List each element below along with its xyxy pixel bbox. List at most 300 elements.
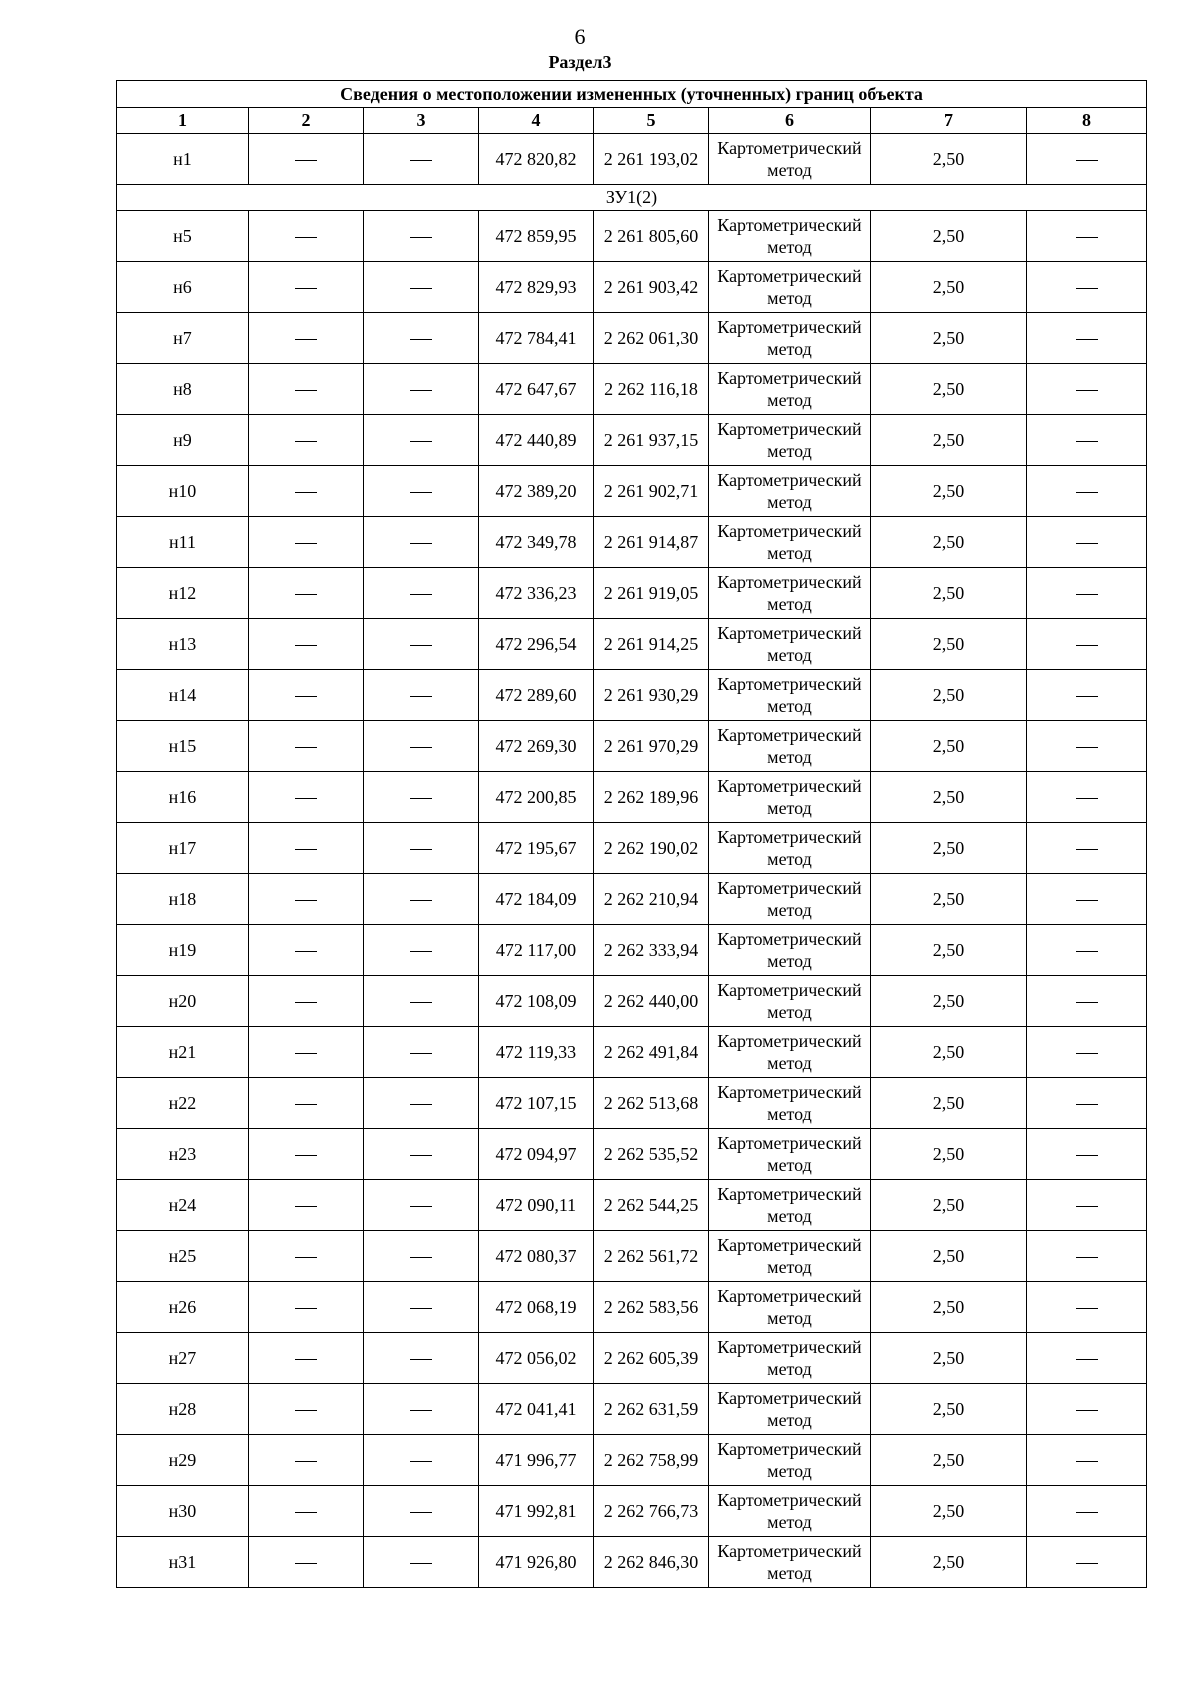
dash-mark [410,645,432,646]
method-cell: Картометрический метод [709,415,871,466]
group-label: ЗУ1(2) [117,185,1147,211]
y-coordinate-cell: 2 262 535,52 [594,1129,709,1180]
column-8-cell [1027,1180,1147,1231]
section-title: Раздел3 [548,52,612,72]
column-header: 8 [1027,108,1147,134]
dash-mark [295,1359,317,1360]
accuracy-cell: 2,50 [871,619,1027,670]
accuracy-cell: 2,50 [871,1078,1027,1129]
column-8-cell [1027,1333,1147,1384]
dash-mark [1076,849,1098,850]
column-3-cell [364,925,479,976]
dash-mark [1076,237,1098,238]
dash-mark [1076,1104,1098,1105]
dash-mark [295,339,317,340]
column-header: 1 [117,108,249,134]
y-coordinate-cell: 2 262 189,96 [594,772,709,823]
y-coordinate-cell: 2 262 631,59 [594,1384,709,1435]
table-row [117,721,1147,772]
y-coordinate-cell: 2 262 544,25 [594,1180,709,1231]
dash-mark [410,492,432,493]
column-8-cell [1027,1537,1147,1588]
dash-mark [295,441,317,442]
column-2-cell [249,313,364,364]
table-body [117,134,1147,1588]
point-id-cell: н1 [117,134,249,185]
dash-mark [295,237,317,238]
accuracy-cell: 2,50 [871,1333,1027,1384]
column-3-cell [364,313,479,364]
dash-mark [295,849,317,850]
column-3-cell [364,1282,479,1333]
y-coordinate-cell: 2 261 914,25 [594,619,709,670]
column-8-cell [1027,976,1147,1027]
method-cell: Картометрический метод [709,619,871,670]
table-row [117,262,1147,313]
column-8-cell [1027,466,1147,517]
dash-mark [295,1257,317,1258]
dash-mark [410,1461,432,1462]
table-row [117,925,1147,976]
dash-mark [1076,1053,1098,1054]
column-2-cell [249,1027,364,1078]
method-cell: Картометрический метод [709,925,871,976]
column-8-cell [1027,134,1147,185]
column-2-cell [249,874,364,925]
dash-mark [410,747,432,748]
y-coordinate-cell: 2 261 970,29 [594,721,709,772]
table-row [117,619,1147,670]
method-cell: Картометрический метод [709,976,871,1027]
table-row [117,415,1147,466]
x-coordinate-cell: 471 996,77 [479,1435,594,1486]
x-coordinate-cell: 472 094,97 [479,1129,594,1180]
dash-mark [295,900,317,901]
column-8-cell [1027,1384,1147,1435]
point-id-cell: н16 [117,772,249,823]
dash-mark [295,1053,317,1054]
x-coordinate-cell: 472 336,23 [479,568,594,619]
dash-mark [1076,1410,1098,1411]
accuracy-cell: 2,50 [871,874,1027,925]
y-coordinate-cell: 2 262 846,30 [594,1537,709,1588]
y-coordinate-cell: 2 261 193,02 [594,134,709,185]
x-coordinate-cell: 472 859,95 [479,211,594,262]
table-caption: Сведения о местоположении измененных (уточненных) границ объекта [117,81,1147,108]
column-2-cell [249,823,364,874]
dash-mark [1076,798,1098,799]
dash-mark [295,160,317,161]
column-3-cell [364,1537,479,1588]
point-id-cell: н8 [117,364,249,415]
table-row [117,313,1147,364]
dash-mark [1076,1461,1098,1462]
x-coordinate-cell: 472 041,41 [479,1384,594,1435]
column-8-cell [1027,1078,1147,1129]
accuracy-cell: 2,50 [871,1537,1027,1588]
column-3-cell [364,1435,479,1486]
table-row [117,466,1147,517]
column-2-cell [249,1384,364,1435]
dash-mark [1076,696,1098,697]
column-3-cell [364,1231,479,1282]
dash-mark [410,1359,432,1360]
column-3-cell [364,772,479,823]
column-header: 4 [479,108,594,134]
point-id-cell: н7 [117,313,249,364]
column-header: 6 [709,108,871,134]
column-2-cell [249,670,364,721]
table-row [117,1129,1147,1180]
point-id-cell: н18 [117,874,249,925]
dash-mark [410,1206,432,1207]
dash-mark [1076,160,1098,161]
column-2-cell [249,134,364,185]
method-cell: Картометрический метод [709,1435,871,1486]
column-8-cell [1027,1231,1147,1282]
dash-mark [410,390,432,391]
table-row [117,568,1147,619]
column-2-cell [249,568,364,619]
accuracy-cell: 2,50 [871,1282,1027,1333]
table-row [117,670,1147,721]
column-3-cell [364,262,479,313]
method-cell: Картометрический метод [709,823,871,874]
column-8-cell [1027,364,1147,415]
dash-mark [1076,441,1098,442]
method-cell: Картометрический метод [709,1129,871,1180]
point-id-cell: н25 [117,1231,249,1282]
column-2-cell [249,1231,364,1282]
column-8-cell [1027,1129,1147,1180]
dash-mark [295,1002,317,1003]
point-id-cell: н5 [117,211,249,262]
dash-mark [1076,1359,1098,1360]
dash-mark [410,339,432,340]
column-3-cell [364,517,479,568]
point-id-cell: н29 [117,1435,249,1486]
dash-mark [410,1104,432,1105]
table-row [117,1078,1147,1129]
x-coordinate-cell: 472 195,67 [479,823,594,874]
x-coordinate-cell: 472 107,15 [479,1078,594,1129]
dash-mark [410,1002,432,1003]
point-id-cell: н13 [117,619,249,670]
accuracy-cell: 2,50 [871,1129,1027,1180]
dash-mark [295,1206,317,1207]
table-caption-row [117,81,1147,108]
x-coordinate-cell: 472 108,09 [479,976,594,1027]
column-2-cell [249,1435,364,1486]
column-3-cell [364,1027,479,1078]
table-row [117,1486,1147,1537]
accuracy-cell: 2,50 [871,364,1027,415]
dash-mark [410,1563,432,1564]
dash-mark [1076,339,1098,340]
method-cell: Картометрический метод [709,134,871,185]
point-id-cell: н30 [117,1486,249,1537]
y-coordinate-cell: 2 262 190,02 [594,823,709,874]
dash-mark [1076,900,1098,901]
dash-mark [295,645,317,646]
accuracy-cell: 2,50 [871,925,1027,976]
accuracy-cell: 2,50 [871,976,1027,1027]
column-8-cell [1027,517,1147,568]
column-2-cell [249,1129,364,1180]
y-coordinate-cell: 2 261 903,42 [594,262,709,313]
column-header: 3 [364,108,479,134]
y-coordinate-cell: 2 261 902,71 [594,466,709,517]
dash-mark [410,160,432,161]
table-row [117,1384,1147,1435]
accuracy-cell: 2,50 [871,313,1027,364]
dash-mark [1076,645,1098,646]
dash-mark [295,1308,317,1309]
point-id-cell: н23 [117,1129,249,1180]
dash-mark [295,288,317,289]
dash-mark [1076,288,1098,289]
y-coordinate-cell: 2 262 766,73 [594,1486,709,1537]
accuracy-cell: 2,50 [871,721,1027,772]
method-cell: Картометрический метод [709,1333,871,1384]
dash-mark [295,696,317,697]
column-header: 7 [871,108,1027,134]
column-2-cell [249,1078,364,1129]
method-cell: Картометрический метод [709,313,871,364]
dash-mark [1076,1002,1098,1003]
table-row [117,1333,1147,1384]
column-8-cell [1027,772,1147,823]
column-2-cell [249,1333,364,1384]
dash-mark [295,1410,317,1411]
column-3-cell [364,1180,479,1231]
accuracy-cell: 2,50 [871,134,1027,185]
column-8-cell [1027,670,1147,721]
accuracy-cell: 2,50 [871,262,1027,313]
dash-mark [1076,951,1098,952]
x-coordinate-cell: 472 119,33 [479,1027,594,1078]
x-coordinate-cell: 472 068,19 [479,1282,594,1333]
table-row [117,874,1147,925]
x-coordinate-cell: 472 117,00 [479,925,594,976]
table-row [117,1231,1147,1282]
column-8-cell [1027,1282,1147,1333]
method-cell: Картометрический метод [709,1384,871,1435]
column-3-cell [364,364,479,415]
dash-mark [295,390,317,391]
x-coordinate-cell: 472 056,02 [479,1333,594,1384]
point-id-cell: н31 [117,1537,249,1588]
table-row [117,1180,1147,1231]
point-id-cell: н24 [117,1180,249,1231]
dash-mark [1076,390,1098,391]
column-2-cell [249,415,364,466]
x-coordinate-cell: 472 200,85 [479,772,594,823]
column-8-cell [1027,1486,1147,1537]
column-2-cell [249,262,364,313]
column-3-cell [364,1129,479,1180]
x-coordinate-cell: 472 269,30 [479,721,594,772]
accuracy-cell: 2,50 [871,1180,1027,1231]
column-3-cell [364,1384,479,1435]
dash-mark [1076,1308,1098,1309]
point-id-cell: н12 [117,568,249,619]
column-3-cell [364,1486,479,1537]
method-cell: Картометрический метод [709,1180,871,1231]
x-coordinate-cell: 472 090,11 [479,1180,594,1231]
dash-mark [410,1512,432,1513]
dash-mark [1076,747,1098,748]
y-coordinate-cell: 2 261 937,15 [594,415,709,466]
y-coordinate-cell: 2 262 491,84 [594,1027,709,1078]
accuracy-cell: 2,50 [871,1435,1027,1486]
dash-mark [410,288,432,289]
column-2-cell [249,619,364,670]
coordinates-table [116,80,1147,1588]
column-8-cell [1027,721,1147,772]
dash-mark [410,1308,432,1309]
x-coordinate-cell: 472 784,41 [479,313,594,364]
column-header-row [117,108,1147,134]
column-2-cell [249,1180,364,1231]
dash-mark [410,594,432,595]
column-3-cell [364,1333,479,1384]
column-2-cell [249,925,364,976]
method-cell: Картометрический метод [709,670,871,721]
dash-mark [1076,594,1098,595]
dash-mark [410,237,432,238]
table-row [117,823,1147,874]
method-cell: Картометрический метод [709,211,871,262]
point-id-cell: н20 [117,976,249,1027]
table-row [117,1027,1147,1078]
dash-mark [295,543,317,544]
accuracy-cell: 2,50 [871,1486,1027,1537]
dash-mark [410,1155,432,1156]
column-3-cell [364,466,479,517]
method-cell: Картометрический метод [709,772,871,823]
column-2-cell [249,976,364,1027]
column-header: 5 [594,108,709,134]
x-coordinate-cell: 472 389,20 [479,466,594,517]
x-coordinate-cell: 472 820,82 [479,134,594,185]
table-row [117,364,1147,415]
dash-mark [410,543,432,544]
dash-mark [410,696,432,697]
table-row [117,517,1147,568]
dash-mark [410,1053,432,1054]
x-coordinate-cell: 472 829,93 [479,262,594,313]
column-3-cell [364,823,479,874]
method-cell: Картометрический метод [709,874,871,925]
dash-mark [1076,543,1098,544]
accuracy-cell: 2,50 [871,415,1027,466]
column-3-cell [364,874,479,925]
column-8-cell [1027,1435,1147,1486]
point-id-cell: н10 [117,466,249,517]
column-2-cell [249,1282,364,1333]
dash-mark [295,1461,317,1462]
column-8-cell [1027,619,1147,670]
point-id-cell: н6 [117,262,249,313]
method-cell: Картометрический метод [709,466,871,517]
x-coordinate-cell: 471 926,80 [479,1537,594,1588]
point-id-cell: н22 [117,1078,249,1129]
dash-mark [410,441,432,442]
dash-mark [410,900,432,901]
point-id-cell: н17 [117,823,249,874]
accuracy-cell: 2,50 [871,211,1027,262]
column-8-cell [1027,415,1147,466]
method-cell: Картометрический метод [709,1231,871,1282]
table-row [117,211,1147,262]
method-cell: Картометрический метод [709,721,871,772]
method-cell: Картометрический метод [709,1027,871,1078]
table-row [117,1537,1147,1588]
dash-mark [295,951,317,952]
y-coordinate-cell: 2 262 061,30 [594,313,709,364]
point-id-cell: н15 [117,721,249,772]
accuracy-cell: 2,50 [871,517,1027,568]
y-coordinate-cell: 2 262 210,94 [594,874,709,925]
y-coordinate-cell: 2 261 805,60 [594,211,709,262]
point-id-cell: н19 [117,925,249,976]
dash-mark [1076,1512,1098,1513]
accuracy-cell: 2,50 [871,670,1027,721]
x-coordinate-cell: 472 080,37 [479,1231,594,1282]
dash-mark [410,1410,432,1411]
column-2-cell [249,364,364,415]
dash-mark [1076,1155,1098,1156]
column-2-cell [249,517,364,568]
y-coordinate-cell: 2 262 440,00 [594,976,709,1027]
point-id-cell: н14 [117,670,249,721]
page-number: 6 [574,24,586,49]
accuracy-cell: 2,50 [871,1027,1027,1078]
dash-mark [410,1257,432,1258]
column-8-cell [1027,874,1147,925]
method-cell: Картометрический метод [709,1537,871,1588]
column-8-cell [1027,568,1147,619]
column-header: 2 [249,108,364,134]
x-coordinate-cell: 472 647,67 [479,364,594,415]
dash-mark [295,798,317,799]
x-coordinate-cell: 472 349,78 [479,517,594,568]
x-coordinate-cell: 472 440,89 [479,415,594,466]
y-coordinate-cell: 2 262 513,68 [594,1078,709,1129]
dash-mark [295,747,317,748]
point-id-cell: н28 [117,1384,249,1435]
column-3-cell [364,670,479,721]
x-coordinate-cell: 472 289,60 [479,670,594,721]
point-id-cell: н27 [117,1333,249,1384]
column-8-cell [1027,313,1147,364]
accuracy-cell: 2,50 [871,568,1027,619]
column-3-cell [364,568,479,619]
dash-mark [1076,1257,1098,1258]
x-coordinate-cell: 472 184,09 [479,874,594,925]
method-cell: Картометрический метод [709,1486,871,1537]
group-row [117,185,1147,211]
dash-mark [410,798,432,799]
dash-mark [295,492,317,493]
point-id-cell: н26 [117,1282,249,1333]
column-3-cell [364,976,479,1027]
method-cell: Картометрический метод [709,1078,871,1129]
column-3-cell [364,134,479,185]
accuracy-cell: 2,50 [871,1231,1027,1282]
column-2-cell [249,1537,364,1588]
